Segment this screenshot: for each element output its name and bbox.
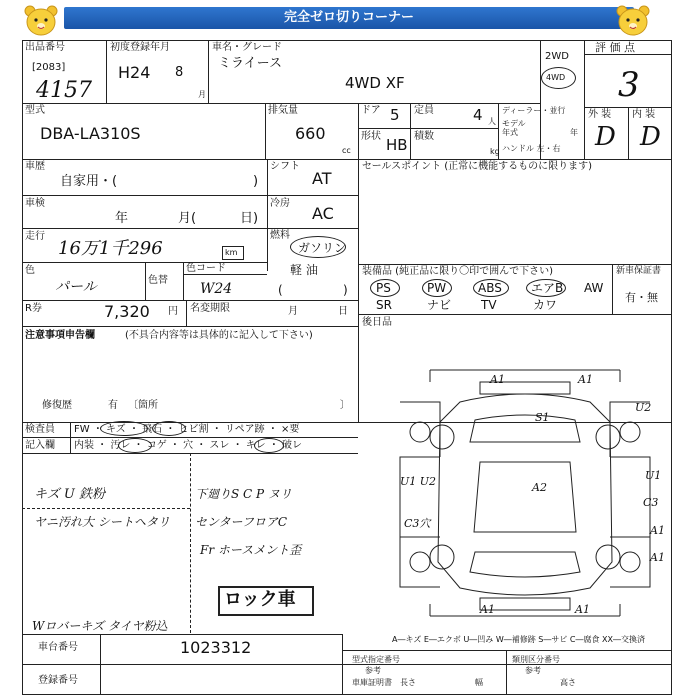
displacement-unit: cc <box>342 146 351 155</box>
rating-label: 評 価 点 <box>595 41 635 54</box>
circle-wear <box>254 438 284 453</box>
color-value: パール <box>55 279 97 295</box>
mascot-bear-left-icon <box>22 4 60 38</box>
color-code-label: 色コード <box>186 263 226 274</box>
capacity-value: 4 <box>473 106 483 124</box>
mark-a1-right-rear: A1 <box>650 524 665 537</box>
repair-close: 〕 <box>340 400 350 411</box>
lot-bracket: [2083] <box>32 62 66 73</box>
car-damage-diagram <box>380 362 670 624</box>
displacement-label: 排気量 <box>268 105 298 116</box>
name-change-label: 名変期限 <box>190 303 230 314</box>
equip-tv: TV <box>481 298 497 312</box>
model-cert-ref: 参考 <box>365 666 381 675</box>
entry-label: 記入欄 <box>25 440 55 451</box>
name-change-month: 月 <box>288 306 298 317</box>
car-grade: 4WD XF <box>345 74 405 92</box>
car-name: ミライース <box>218 56 282 71</box>
ac-value: AC <box>312 204 334 223</box>
inspection-month: 月( <box>178 211 197 226</box>
first-reg-year: H24 <box>118 63 151 82</box>
history-label: 車歴 <box>25 161 45 172</box>
circle-dirt <box>118 438 152 453</box>
exterior-label: 外 装 <box>588 109 612 120</box>
drive-4wd: 4WD <box>546 73 566 82</box>
doors-value: 5 <box>390 106 400 124</box>
dealer-model-label: モデル <box>502 119 526 128</box>
mark-u2-right: U2 <box>635 401 652 414</box>
exterior-grade: D <box>595 122 616 152</box>
equip-airbag: エアB <box>531 281 564 295</box>
inspector-row2: 内装 ・ 汚レ ・ コゲ ・ 穴 ・ スレ ・ キレ ・ 破レ <box>74 440 303 451</box>
sales-label: セールスポイント (正常に機能するものに限ります) <box>362 161 593 172</box>
mark-u1-right: U1 <box>645 469 662 482</box>
capacity-unit: 人 <box>488 117 496 126</box>
repair-value: 有 <box>108 400 118 411</box>
inspector-row1: FW ・ キズ ・ 飛石 ・ ヒビ割 ・ リペア跡 ・ ×要 <box>74 424 300 435</box>
warranty-label: 新車保証書 <box>616 266 662 276</box>
car-name-label: 車名・グレード <box>212 42 282 53</box>
mascot-bear-right-icon <box>614 4 652 38</box>
recycle-unit: 円 <box>168 306 178 317</box>
inspection-label: 車検 <box>25 198 45 209</box>
model-cert-label: 型式指定番号 <box>352 655 400 664</box>
equipment-label: 装備品 (純正品に限り〇印で囲んで下さい) <box>362 266 553 277</box>
lock-stamp: ロック車 <box>224 589 296 610</box>
name-change-day: 日 <box>338 306 348 317</box>
equip-abs: ABS <box>478 281 502 295</box>
notes-sub: (不具合内容等は具体的に記入して下さい) <box>125 330 313 341</box>
history-value: 自家用・( <box>60 174 118 189</box>
dealer-label: ディーラー・並行 <box>502 106 566 115</box>
drive-2wd: 2WD <box>545 51 569 62</box>
banner-title: 完全ゼロ切りコーナー <box>64 7 634 29</box>
ac-label: 冷房 <box>270 198 290 209</box>
inspection-day: 日) <box>240 211 259 226</box>
displacement-value: 660 <box>295 124 326 143</box>
frame-no-value: 1023312 <box>180 638 252 657</box>
equip-navi: ナビ <box>427 298 452 312</box>
height-label: 高さ <box>560 678 576 687</box>
hand-note-left-2: ヤニ汚れ大 シートヘタリ <box>34 515 170 529</box>
load-unit: kg <box>490 147 500 156</box>
repair-place: 〔箇所 <box>128 400 158 411</box>
mark-a1-rear-right: A1 <box>575 603 590 616</box>
dealer-year-unit: 年 <box>570 128 578 137</box>
mark-u1u2-left: U1 U2 <box>400 475 437 488</box>
history-close: ) <box>253 174 259 189</box>
interior-grade: D <box>640 122 661 152</box>
warranty-value: 有・無 <box>625 291 658 304</box>
reg-no-label: 登録番号 <box>38 675 78 686</box>
mark-s1: S1 <box>535 411 550 424</box>
mark-a1-rear-left: A1 <box>480 603 495 616</box>
shift-label: シフト <box>270 161 300 172</box>
notes-label: 注意事項申告欄 <box>25 330 95 341</box>
rating-score: 3 <box>618 65 640 105</box>
hand-note-bottom: Wロバーキズ タイヤ粉込 <box>32 619 168 633</box>
lot-number: 4157 <box>36 78 92 103</box>
hand-note-right-2: センターフロアC <box>195 515 288 529</box>
model-label: 型式 <box>25 105 45 116</box>
recycle-value: 7,320 <box>104 302 150 321</box>
class-no-ref: 参考 <box>525 666 541 675</box>
dealer-year-label: 年式 <box>502 128 518 137</box>
repair-label: 修復歴 <box>42 400 72 411</box>
color-code: W24 <box>200 281 233 297</box>
mark-a1-front-right: A1 <box>578 373 593 386</box>
mileage-unit: km <box>225 248 238 257</box>
length-label: 長さ <box>400 678 416 687</box>
frame-no-label: 車台番号 <box>38 642 78 653</box>
mark-c3-right: C3 <box>643 496 659 509</box>
mark-a1-right-corner: A1 <box>650 551 665 564</box>
first-reg-month: 8 <box>175 65 184 80</box>
first-reg-month-unit: 月 <box>198 90 206 99</box>
doors-label: ドア <box>361 105 381 116</box>
mark-a2: A2 <box>532 481 547 494</box>
circle-chip <box>152 421 186 436</box>
fuel-paren-close: ) <box>343 283 348 297</box>
mark-c3-hole: C3穴 <box>404 517 431 530</box>
hand-note-right-1: 下廻りS C P ヌリ <box>195 487 292 501</box>
equip-ps: PS <box>376 281 391 295</box>
mileage-value: 16万1千296 <box>58 238 163 259</box>
mark-a1-front-left: A1 <box>490 373 505 386</box>
fuel-label: 燃料 <box>270 230 290 241</box>
lot-label: 出品番号 <box>25 42 65 53</box>
class-no-label: 類別区分番号 <box>512 655 560 664</box>
shift-value: AT <box>312 169 332 188</box>
fuel-paren-open: ( <box>278 283 283 297</box>
mileage-label: 走行 <box>25 231 45 242</box>
inspection-year: 年 <box>115 211 129 226</box>
load-label: 積数 <box>414 131 434 142</box>
equip-aw: AW <box>584 281 604 295</box>
recycle-label: R券 <box>25 303 42 314</box>
rear-seat-label: 後日品 <box>362 317 392 328</box>
shape-value: HB <box>386 136 408 154</box>
owner-cert-label: 車庫証明書 <box>352 678 392 687</box>
circle-scratch <box>100 421 148 436</box>
capacity-label: 定員 <box>414 105 434 116</box>
color-label: 色 <box>25 265 35 276</box>
fuel-diesel: 軽 油 <box>290 263 318 277</box>
damage-legend: A―キズ E―エクボ U―凹み W―補修跡 S―サビ C―腐食 XX―交換済 <box>392 635 646 644</box>
shape-label: 形状 <box>361 131 381 142</box>
hand-note-right-3: Fr ホースメント歪 <box>200 543 302 557</box>
equip-leather: カワ <box>533 298 558 312</box>
fuel-gasoline: ガソリン <box>298 241 347 255</box>
hand-note-left-1: キズ U 鉄粉 <box>34 487 105 502</box>
interior-label: 内 装 <box>632 109 656 120</box>
width-label: 幅 <box>475 678 483 687</box>
model-value: DBA-LA310S <box>40 124 141 143</box>
first-reg-label: 初度登録年月 <box>110 42 170 53</box>
equip-sr: SR <box>376 298 392 312</box>
color-change-label: 色替 <box>148 275 168 286</box>
equip-pw: PW <box>427 281 447 295</box>
inspector-label: 検査員 <box>25 424 55 435</box>
dealer-handle-label: ハンドル 左・右 <box>502 144 561 153</box>
